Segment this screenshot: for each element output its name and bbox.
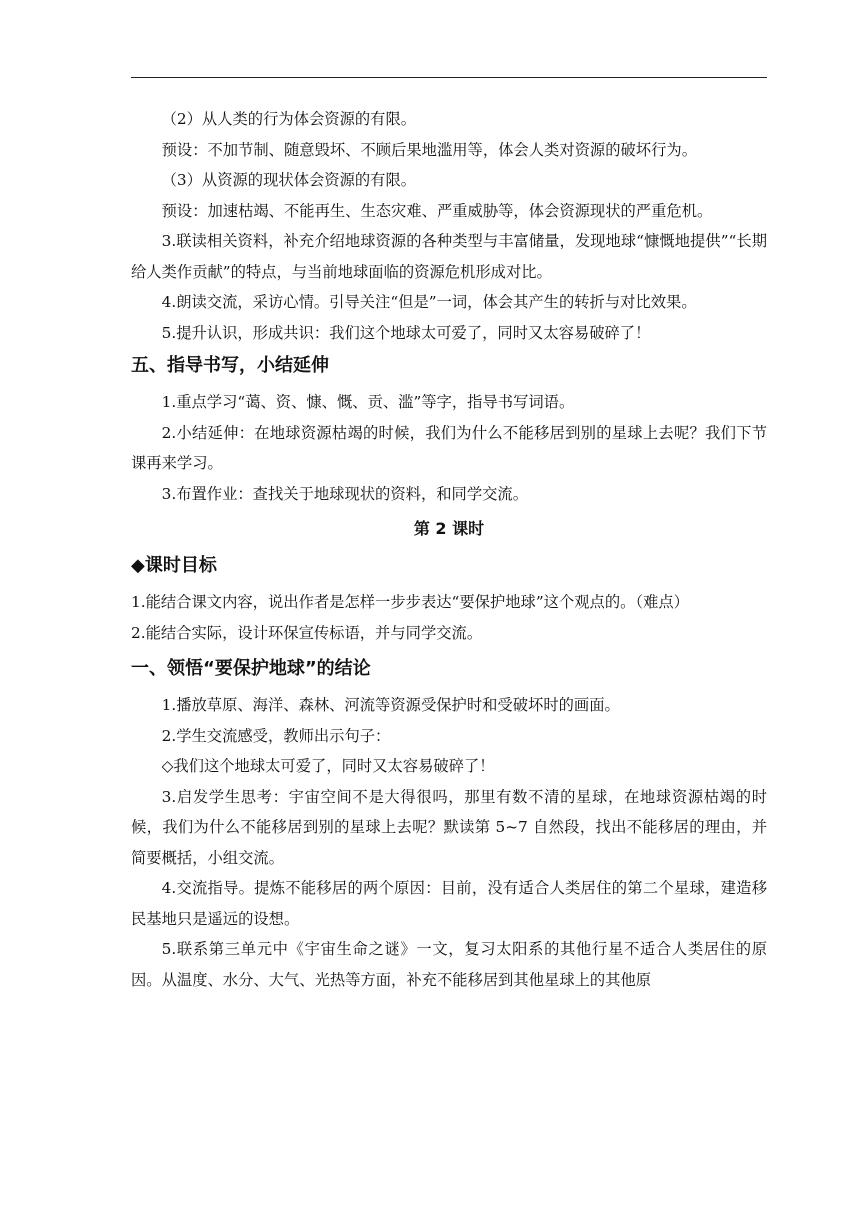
paragraph: 3.联读相关资料，补充介绍地球资源的各种类型与丰富储量，发现地球“慷慨地提供”“长期给人类作贡献”的特点，与当前地球面临的资源危机形成对比。: [131, 232, 767, 281]
paragraph: 2.学生交流感受，教师出示句子：: [161, 726, 391, 745]
header-rule: [131, 77, 767, 78]
goal-item: 2.能结合实际，设计环保宣传标语，并与同学交流。: [131, 623, 483, 642]
goal-item: 1.能结合课文内容，说出作者是怎样一步步表达“要保护地球”这个观点的。（难点）: [131, 593, 689, 611]
paragraph: 4.交流指导。提炼不能移居的两个原因：目前，没有适合人类居住的第二个星球，建造移民基地只是遥远的设想。: [131, 879, 767, 928]
paragraph: 5.联系第三单元中《宇宙生命之谜》一文，复习太阳系的其他行星不适合人类居住的原因。从温度、水分、大气、光热等方面，补充不能移居到其他星球上的其他原: [131, 940, 767, 989]
paragraph: 5.提升认识，形成共识：我们这个地球太可爱了，同时又太容易破碎了！: [161, 323, 651, 342]
paragraph: 预设：加速枯竭、不能再生、生态灾难、严重威胁等，体会资源现状的严重危机。: [161, 201, 713, 220]
paragraph: 预设：不加节制、随意毁坏、不顾后果地滥用等，体会人类对资源的破坏行为。: [161, 140, 697, 159]
quoted-sentence: ◇我们这个地球太可爱了，同时又太容易破碎了！: [161, 757, 495, 775]
section-heading: 一、领悟“要保护地球”的结论: [131, 658, 371, 679]
section-heading: 五、指导书写，小结延伸: [131, 355, 329, 376]
paragraph: 1.播放草原、海洋、森林、河流等资源受保护时和受破坏时的画面。: [161, 696, 620, 714]
lesson-title: 第 2 课时: [413, 519, 485, 538]
paragraph: 2.小结延伸：在地球资源枯竭的时候，我们为什么不能移居到别的星球上去呢？我们下节课再来学习。: [131, 423, 767, 472]
paragraph: 3.启发学生思考：宇宙空间不是大得很吗，那里有数不清的星球，在地球资源枯竭的时候，我们为什么不能移居到别的星球上去呢？默读第 5~7 自然段，找出不能移居的理由，并简要概括，小组交流。: [131, 787, 767, 867]
paragraph: 4.朗读交流，采访心情。引导关注“但是”一词，体会其产生的转折与对比效果。: [161, 293, 697, 311]
paragraph: 1.重点学习“蔼、资、慷、慨、贡、滥”等字，指导书写词语。: [161, 393, 575, 411]
document-body: [131, 104, 767, 995]
paragraph: 3.布置作业：查找关于地球现状的资料，和同学交流。: [161, 484, 529, 503]
paragraph: （3）从资源的现状体会资源的有限。: [161, 171, 417, 189]
paragraph: （2）从人类的行为体会资源的有限。: [161, 110, 417, 128]
goals-heading: ◆课时目标: [131, 555, 217, 576]
